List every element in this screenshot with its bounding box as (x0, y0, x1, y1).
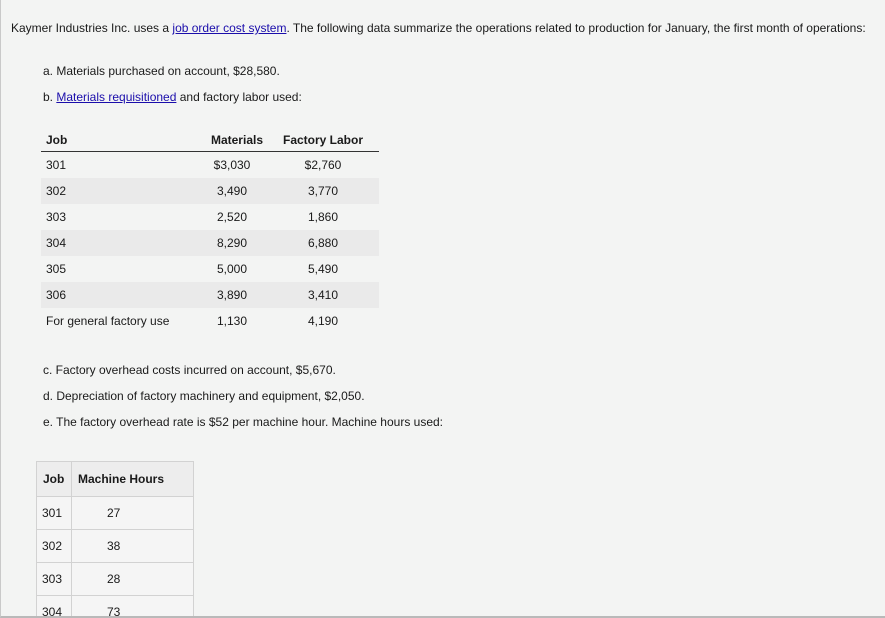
table-row (37, 596, 194, 618)
labor-cell: 1,860 (307, 210, 339, 224)
labor-cell: 3,770 (267, 178, 379, 204)
item-d: d. Depreciation of factory machinery and equipment, $2,050. (43, 389, 365, 403)
item-b-suffix: and factory labor used: (176, 90, 302, 104)
hours-cell: 28 (72, 563, 194, 596)
materials-cell: 3,890 (177, 282, 267, 308)
hours-cell: 38 (72, 530, 194, 563)
materials-cell: 2,520 (216, 210, 248, 224)
header-job: Job (41, 129, 177, 152)
table-row (41, 204, 379, 230)
table-row (41, 178, 379, 204)
labor-cell: $2,760 (304, 158, 342, 172)
item-e: e. The factory overhead rate is $52 per machine hour. Machine hours used: (43, 415, 444, 429)
labor-cell: 3,410 (267, 282, 379, 308)
table-row (41, 308, 379, 334)
table-row (41, 282, 379, 308)
materials-cell: 1,130 (216, 314, 248, 328)
table-row (37, 497, 194, 530)
job-order-cost-system-link[interactable]: job order cost system (172, 21, 287, 35)
item-c: c. Factory overhead costs incurred on account, $5,670. (43, 363, 336, 377)
materials-labor-table (41, 129, 379, 334)
labor-cell: 5,490 (307, 262, 339, 276)
job-cell: 303 (37, 563, 72, 596)
job-cell: 302 (37, 530, 72, 563)
hours-cell: 73 (72, 596, 194, 618)
table-header-row (41, 129, 379, 152)
job-cell: For general factory use (46, 314, 170, 328)
materials-cell: $3,030 (213, 158, 251, 172)
job-cell: 301 (37, 497, 72, 530)
machine-hours-table (36, 461, 194, 618)
table-row (37, 530, 194, 563)
materials-cell: 3,490 (177, 178, 267, 204)
table-row (41, 256, 379, 282)
job-cell: 304 (41, 230, 177, 256)
header-job: Job (37, 462, 72, 497)
header-factory-labor: Factory Labor (267, 129, 379, 152)
materials-requisitioned-link[interactable]: Materials requisitioned (56, 90, 177, 104)
table-header-row (37, 462, 194, 497)
materials-cell: 8,290 (177, 230, 267, 256)
hours-cell: 27 (72, 497, 194, 530)
materials-cell: 5,000 (216, 262, 248, 276)
job-cell: 304 (37, 596, 72, 618)
labor-cell: 6,880 (267, 230, 379, 256)
job-cell: 305 (46, 262, 67, 276)
job-cell: 306 (41, 282, 177, 308)
table-row (37, 563, 194, 596)
intro-paragraph (11, 20, 866, 36)
intro-text-before: Kaymer Industries Inc. uses a (11, 21, 173, 35)
header-materials: Materials (177, 129, 267, 152)
intro-text-after: . The following data summarize the operations related to production for January, the first month of operations: (286, 21, 866, 35)
header-machine-hours: Machine Hours (72, 462, 194, 497)
table-row (41, 152, 379, 179)
job-cell: 301 (46, 158, 67, 172)
labor-cell: 4,190 (307, 314, 339, 328)
table-row (41, 230, 379, 256)
job-cell: 303 (46, 210, 67, 224)
item-b-prefix: b. (43, 90, 57, 104)
job-cell: 302 (41, 178, 177, 204)
item-a: a. Materials purchased on account, $28,580. (43, 64, 280, 78)
item-b (43, 89, 302, 105)
